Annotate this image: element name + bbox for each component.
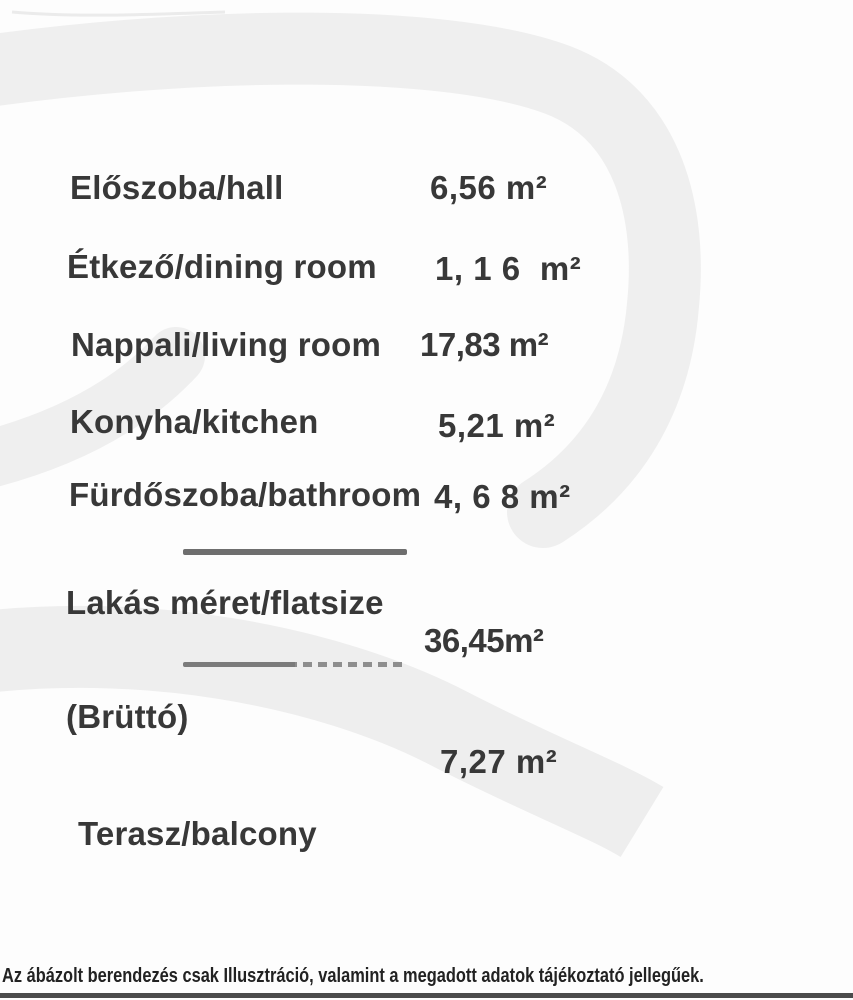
room-label-bathroom: Fürdőszoba/bathroom [69,476,422,513]
gross-note: (Brüttó) [66,698,189,735]
room-value-hall: 6,56 m² [430,169,548,206]
room-label-kitchen: Konyha/kitchen [70,403,319,440]
bottom-rule [0,993,853,998]
room-value-dining: 1, 1 6 m² [435,250,582,287]
balcony-label: Terasz/balcony [78,815,317,852]
room-label-living: Nappali/living room [71,326,382,363]
flat-size-label: Lakás méret/flatsize [66,584,384,621]
room-value-living: 17,83 m² [420,326,549,363]
disclaimer-text: Az ábázolt berendezés csak Illusztráció, valamint a megadott adatok tájékoztató jellegűek. [2,965,704,987]
room-value-bathroom: 4, 6 8 m² [434,478,571,515]
balcony-value: 7,27 m² [440,743,558,780]
total-divider-top [183,549,407,555]
total-divider-bottom [183,662,407,667]
watermark-top-squiggle [12,12,225,15]
room-label-dining: Étkező/dining room [67,248,377,285]
flat-size-value: 36,45m² [424,622,544,659]
room-label-hall: Előszoba/hall [70,169,284,206]
room-value-kitchen: 5,21 m² [438,407,556,444]
